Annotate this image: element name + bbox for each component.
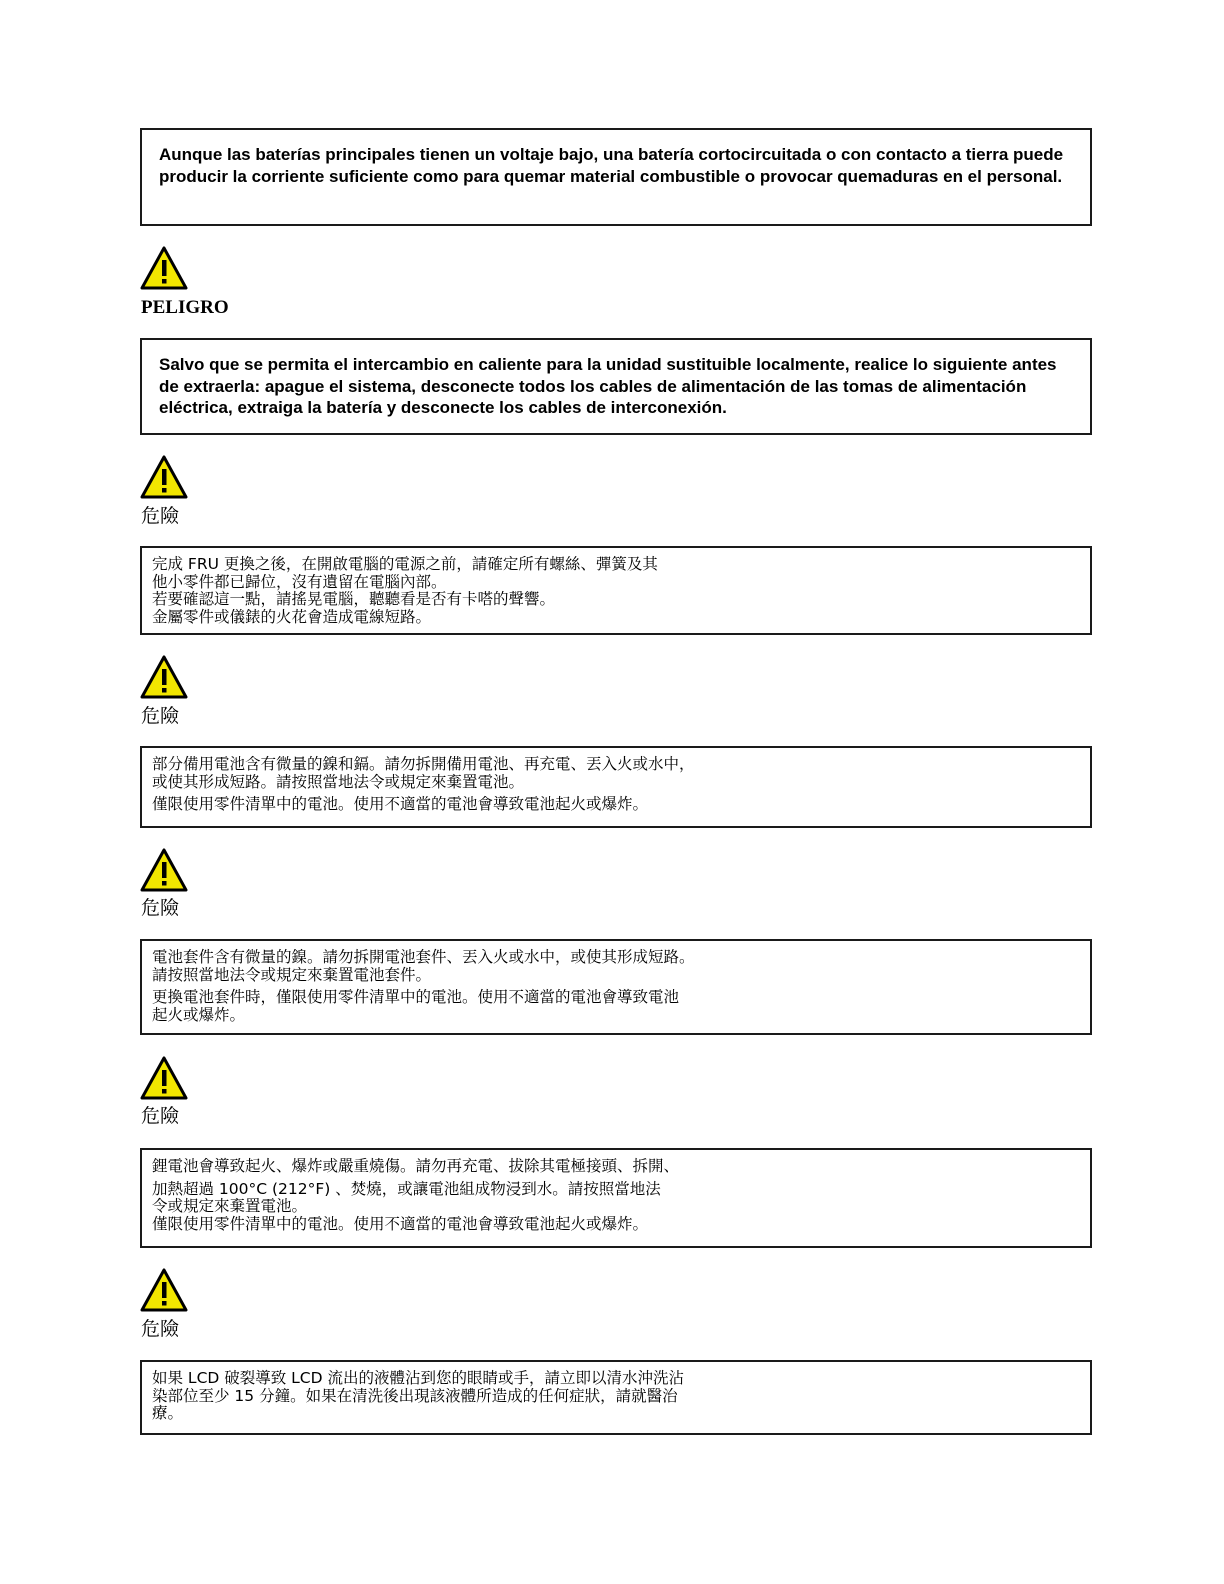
warning-triangle-icon [140,848,188,892]
notice-line: 加熱超過 100°C (212°F) 、焚燒，或讓電池組成物浸到水。請按照當地法 [152,1179,661,1198]
notice-box-battery-short [140,128,1092,226]
warning-triangle-icon [140,1056,188,1100]
notice-box-hot-swap [140,338,1092,435]
notice-line: 更換電池套件時，僅限使用零件清單中的電池。使用不適當的電池會導致電池 [152,988,680,1006]
notice-box-fru-replacement [140,546,1092,635]
notice-line: 療。 [152,1404,184,1422]
notice-text: Salvo que se permita el intercambio en caliente para la unidad sustituible localmente, realice lo siguiente antes de extraerla: apague el sistema, desconecte todos los cables de alimentación de las tomas de alimentación eléctrica, extraiga la batería y desconecte los cables de interconexión. [159,355,1057,417]
notice-line: 電池套件含有微量的鎳。請勿拆開電池套件、丟入火或水中，或使其形成短路。 [152,948,695,966]
warning-triangle-icon [140,1268,188,1312]
danger-label: 危險 [141,897,180,919]
warning-triangle-icon [140,455,188,499]
notice-line: 染部位至少 15 分鐘。如果在清洗後出現該液體所造成的任何症狀，請就醫治 [152,1386,678,1405]
notice-line: 僅限使用零件清單中的電池。使用不適當的電池會導致電池起火或爆炸。 [152,795,649,813]
warning-triangle-icon [140,246,188,290]
notice-box-battery-pack [140,939,1092,1035]
notice-line: 請按照當地法令或規定來棄置電池套件。 [152,965,432,984]
notice-line: 或使其形成短路。請按照當地法令或規定來棄置電池。 [152,772,525,791]
notice-line: 起火或爆炸。 [152,1005,246,1024]
danger-label: 危險 [141,1105,180,1127]
notice-line: 若要確認這一點，請搖晃電腦，聽聽看是否有卡嗒的聲響。 [152,590,556,608]
notice-line: 令或規定來棄置電池。 [152,1197,308,1215]
notice-box-lithium-battery [140,1148,1092,1248]
notice-line: 他小零件都已歸位，沒有遺留在電腦內部。 [152,572,447,591]
notice-line: 完成 FRU 更換之後，在開啟電腦的電源之前，請確定所有螺絲、彈簧及其 [152,555,658,573]
danger-label: PELIGRO [141,297,229,318]
danger-label: 危險 [141,705,180,727]
notice-box-backup-battery [140,746,1092,828]
notice-line: 如果 LCD 破裂導致 LCD 流出的液體沾到您的眼睛或手，請立即以清水沖洗沾 [152,1369,684,1387]
notice-text: Aunque las baterías principales tienen un voltaje bajo, una batería cortocircuitada o con contacto a tierra puede producir la corriente suficiente como para quemar material combustible o provocar quemaduras en el personal. [159,145,1064,186]
warning-triangle-icon [140,655,188,699]
notice-box-lcd-fluid [140,1360,1092,1435]
notice-line: 僅限使用零件清單中的電池。使用不適當的電池會導致電池起火或爆炸。 [152,1214,649,1233]
notice-line: 部分備用電池含有微量的鎳和鎘。請勿拆開備用電池、再充電、丟入火或水中， [152,755,695,773]
notice-line: 金屬零件或儀錶的火花會造成電線短路。 [152,607,432,626]
danger-label: 危險 [141,1318,180,1340]
danger-label: 危險 [141,505,180,527]
notice-line: 鋰電池會導致起火、爆炸或嚴重燒傷。請勿再充電、拔除其電極接頭、拆開、 [152,1157,680,1175]
